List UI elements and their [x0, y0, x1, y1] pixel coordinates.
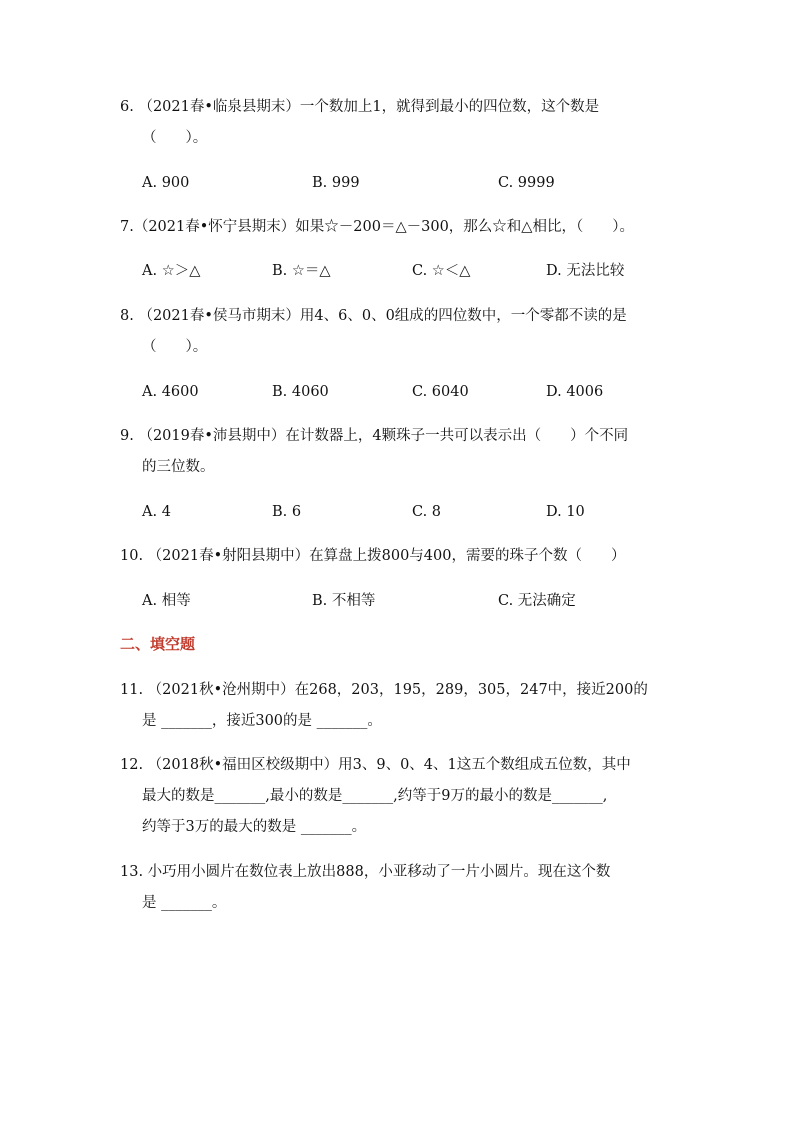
question-13-text-line2: 是 _______。 — [142, 895, 227, 911]
question-8-option-b: B. 4060 — [272, 384, 329, 400]
question-8-option-c: C. 6040 — [412, 384, 469, 400]
question-7-option-d: D. 无法比较 — [546, 263, 625, 279]
question-8-option-a: A. 4600 — [142, 384, 199, 400]
question-6-option-b: B. 999 — [312, 175, 360, 191]
question-9-text-line1: 9. （2019春•沛县期中）在计数器上，4颗珠子一共可以表示出（ ）个不同 — [120, 428, 629, 444]
question-8-option-d: D. 4006 — [546, 384, 604, 400]
question-8-text-line2: （ ）。 — [142, 339, 208, 355]
question-9-option-c: C. 8 — [412, 504, 442, 520]
question-9-option-d: D. 10 — [546, 504, 585, 520]
question-9-text-line2: 的三位数。 — [142, 459, 215, 475]
question-7-text-line1: 7.（2021春•怀宁县期末）如果☆－200＝△－300，那么☆和△相比，（ ）。 — [120, 219, 634, 235]
question-10-option-c: C. 无法确定 — [498, 593, 576, 609]
question-9-option-a: A. 4 — [142, 504, 171, 520]
question-7-option-b: B. ☆＝△ — [272, 263, 331, 279]
question-10-text-line1: 10. （2021春•射阳县期中）在算盘上拨800与400，需要的珠子个数（ ） — [120, 548, 626, 564]
question-12-text-line1: 12. （2018秋•福田区校级期中）用3、9、0、4、1这五个数组成五位数，其中 — [120, 757, 631, 773]
question-10-option-a: A. 相等 — [142, 593, 191, 609]
question-6-option-c: C. 9999 — [498, 175, 555, 191]
question-13-text-line1: 13. 小巧用小圆片在数位表上放出888，小亚移动了一片小圆片。现在这个数 — [120, 864, 611, 880]
question-9-option-b: B. 6 — [272, 504, 302, 520]
question-7-option-c: C. ☆＜△ — [412, 263, 471, 279]
question-10-option-b: B. 不相等 — [312, 593, 376, 609]
question-6-text-line1: 6. （2021春•临泉县期末）一个数加上1，就得到最小的四位数，这个数是 — [120, 99, 600, 115]
question-11-text-line1: 11. （2021秋•沧州期中）在268，203，195，289，305，247中，接近200的 — [120, 682, 648, 698]
question-12-text-line2: 最大的数是_______,最小的数是_______,约等于9万的最小的数是_______, — [142, 788, 608, 804]
question-8-text-line1: 8. （2021春•侯马市期末）用4、6、0、0组成的四位数中，一个零都不读的是 — [120, 308, 627, 324]
question-6-text-line2: （ ）。 — [142, 130, 208, 146]
section-heading-fill-in: 二、填空题 — [120, 635, 196, 653]
question-11-text-line2: 是 _______，接近300的是 _______。 — [142, 713, 382, 729]
question-6-option-a: A. 900 — [142, 175, 190, 191]
question-12-text-line3: 约等于3万的最大的数是 _______。 — [142, 819, 367, 835]
question-7-option-a: A. ☆＞△ — [142, 263, 201, 279]
